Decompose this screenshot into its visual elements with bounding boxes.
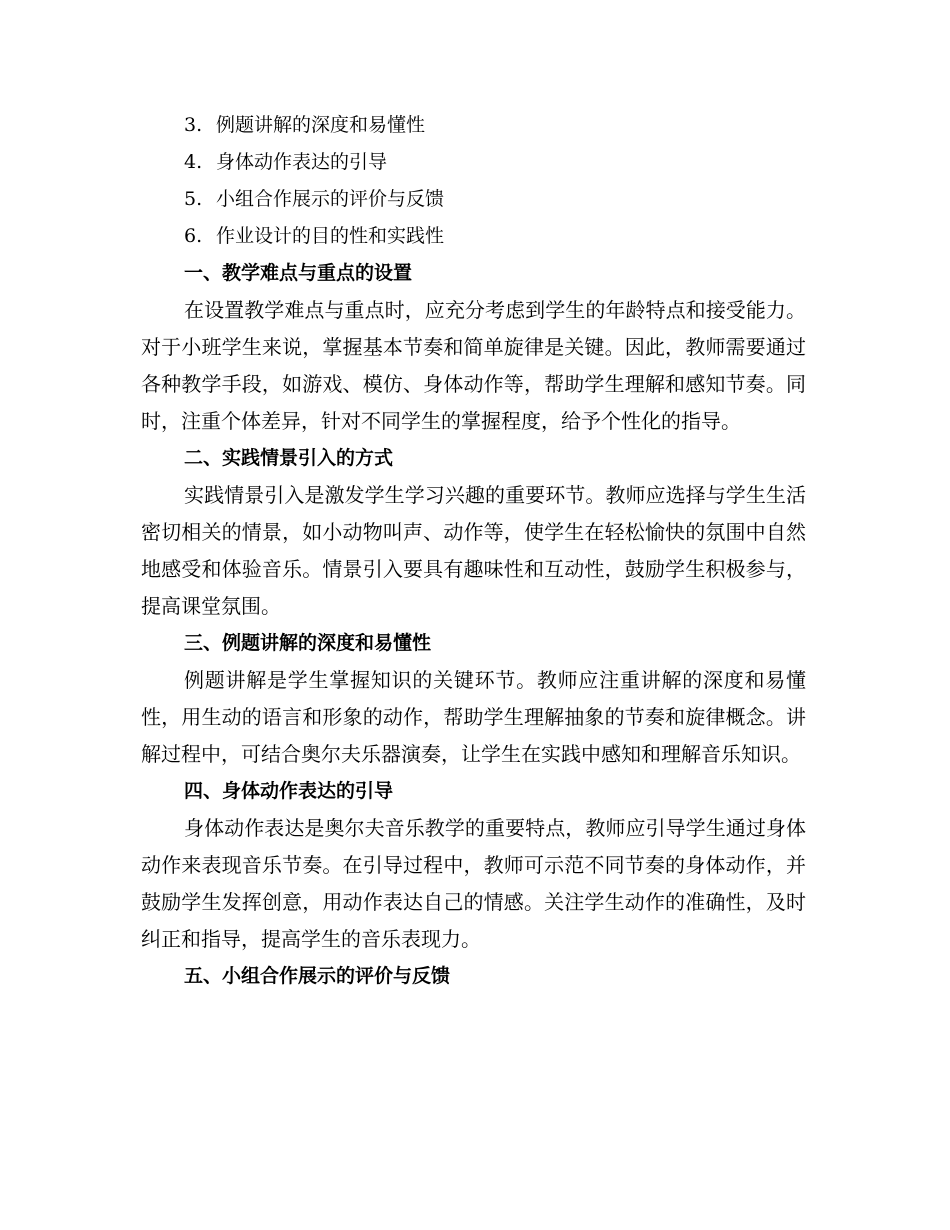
section-heading: 一、教学难点与重点的设置: [184, 262, 413, 284]
list-item: [141, 107, 806, 144]
list-item: [141, 181, 806, 218]
list-item-text: 例题讲解的深度和易懂性: [216, 114, 426, 136]
section-paragraph: 在设置教学难点与重点时，应充分考虑到学生的年龄特点和接受能力。对于小班学生来说，掌握基本节奏和简单旋律是关键。因此，教师需要通过各种教学手段，如游戏、模仿、身体动作等，帮助学生理解和感知节奏。同时，注重个体差异，针对不同学生的掌握程度，给予个性化的指导。: [141, 298, 806, 433]
section-heading: 五、小组合作展示的评价与反馈: [184, 965, 451, 987]
section-heading: 三、例题讲解的深度和易懂性: [184, 632, 432, 654]
list-item: [141, 144, 806, 181]
section-heading: 四、身体动作表达的引导: [184, 780, 394, 802]
list-item-number: 5.: [184, 188, 203, 210]
list-item-number: 6.: [184, 225, 203, 247]
list-item-text: 身体动作表达的引导: [216, 151, 388, 173]
list-item-text: 作业设计的目的性和实践性: [216, 225, 445, 247]
section-heading: 二、实践情景引入的方式: [184, 447, 394, 469]
list-item-number: 3.: [184, 114, 203, 136]
section-paragraph: 例题讲解是学生掌握知识的关键环节。教师应注重讲解的深度和易懂性，用生动的语言和形象的动作，帮助学生理解抽象的节奏和旋律概念。讲解过程中，可结合奥尔夫乐器演奏，让学生在实践中感知和理解音乐知识。: [141, 668, 806, 766]
list-item-text: 小组合作展示的评价与反馈: [216, 188, 445, 210]
list-item: [141, 218, 806, 255]
section-paragraph: 实践情景引入是激发学生学习兴趣的重要环节。教师应选择与学生生活密切相关的情景，如小动物叫声、动作等，使学生在轻松愉快的氛围中自然地感受和体验音乐。情景引入要具有趣味性和互动性，鼓励学生积极参与，提高课堂氛围。: [141, 483, 806, 618]
section-paragraph: 身体动作表达是奥尔夫音乐教学的重要特点，教师应引导学生通过身体动作来表现音乐节奏。在引导过程中，教师可示范不同节奏的身体动作，并鼓励学生发挥创意，用动作表达自己的情感。关注学生动作的准确性，及时纠正和指导，提高学生的音乐表现力。: [141, 816, 806, 951]
list-item-number: 4.: [184, 151, 203, 173]
document-body: [141, 107, 806, 995]
